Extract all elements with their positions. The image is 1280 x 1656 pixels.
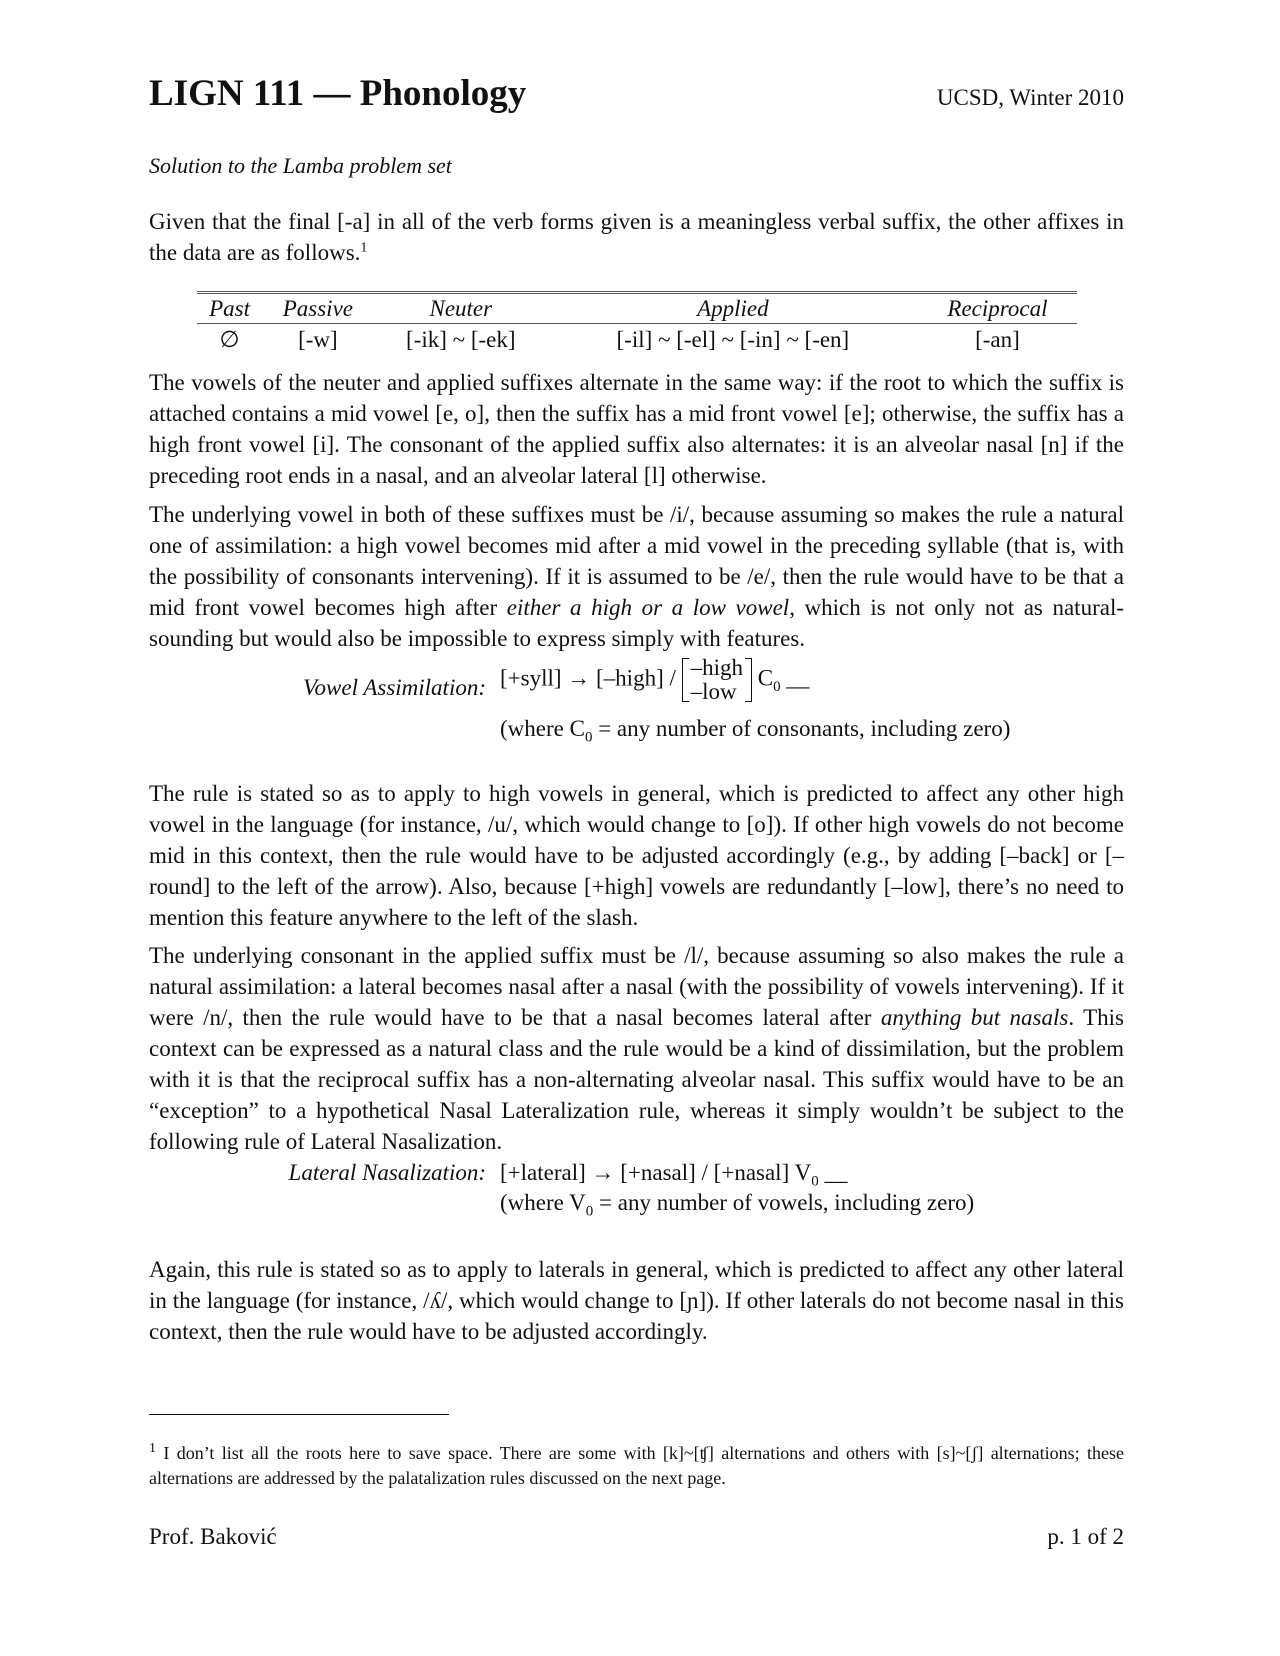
vowels-paragraph: The vowels of the neuter and applied suffixes alternate in the same way: if the root to which the suffix is attached contains a mid vowel [e, o], then the suffix has a mid front vowel [e]; otherwise, the suffix has a high front vowel [i]. The consonant of the applied suffix also alternates: it is an alveolar nasal [n] if the preceding root ends in a nasal, and an alveolar lateral [l] otherwise. bbox=[149, 370, 1124, 488]
underlying-vowel-text-1: The underlying vowel in both of these suffixes must be /i/, because assuming so makes the rule a natural one of assimilation: a high vowel becomes mid after a mid vowel in the preceding syllable (that is, with the possibility of consonants intervening). If it is assumed to be /e/, then the rule would have to be that a mid front vowel becomes high after bbox=[149, 502, 1124, 620]
course-title: LIGN 111 — Phonology bbox=[149, 73, 527, 114]
footnote-reference[interactable]: 1 bbox=[360, 240, 368, 256]
vowel-note-text-2: = any number of consonants, including zero) bbox=[592, 716, 1011, 741]
vowel-assimilation-rule bbox=[149, 655, 1124, 765]
value-reciprocal: [-an] bbox=[975, 327, 1020, 352]
affix-header-row bbox=[197, 293, 1077, 324]
intro-text: Given that the final [-a] in all of the verb forms given is a meaningless verbal suffix, the other affixes in the data are as follows. bbox=[149, 209, 1124, 265]
lateral-rule-blank: __ bbox=[818, 1160, 848, 1185]
intro-paragraph bbox=[149, 206, 1124, 268]
footnote-text: I don’t list all the roots here to save space. There are some with [k]~[ʧ] alternations and others with [s]~[ʃ] alternations; these alternations are addressed by the palatalization rules discussed on the next page. bbox=[149, 1443, 1124, 1488]
lateral-rule-formula bbox=[500, 1160, 847, 1191]
affix-table bbox=[197, 291, 1077, 356]
value-passive: [-w] bbox=[298, 327, 338, 352]
underlying-consonant-paragraph bbox=[149, 940, 1124, 1157]
value-neuter: [-ik] ~ [-ek] bbox=[406, 327, 516, 352]
underlying-vowel-paragraph bbox=[149, 499, 1124, 654]
vowel-rule-lhs: [+syll] → [–high] / bbox=[500, 665, 676, 691]
lateral-rule-sub: 0 bbox=[811, 1173, 819, 1190]
underlying-consonant-emphasis: anything but nasals bbox=[880, 1005, 1069, 1030]
header-passive: Passive bbox=[262, 293, 374, 324]
footnote-divider bbox=[149, 1414, 449, 1415]
header-reciprocal: Reciprocal bbox=[918, 293, 1077, 324]
vowel-note-sub: 0 bbox=[584, 729, 593, 746]
lateral-rule-label: Lateral Nasalization: bbox=[288, 1160, 486, 1185]
header-past: Past bbox=[197, 293, 262, 324]
lateral-rule-body: [+lateral] → [+nasal] / [+nasal] V bbox=[500, 1160, 812, 1185]
lateral-rule-note bbox=[500, 1190, 974, 1221]
laterals-paragraph: Again, this rule is stated so as to apply to laterals in general, which is predicted to affect any other lateral in the language (for instance, /ʎ/, which would change to [ɲ]). If other laterals do not become nasal in this context, then the rule would have to be adjusted accordingly. bbox=[149, 1257, 1124, 1344]
footnote bbox=[149, 1441, 1124, 1491]
feature-matrix bbox=[682, 656, 752, 704]
vowel-rule-context-sub: 0 bbox=[773, 678, 781, 695]
underlying-vowel-emphasis: either a high or a low vowel bbox=[506, 595, 790, 620]
page-header bbox=[149, 72, 1124, 122]
lateral-note-sub: 0 bbox=[585, 1203, 594, 1220]
term-label: UCSD, Winter 2010 bbox=[936, 85, 1124, 110]
vowel-rule-note bbox=[500, 716, 1010, 747]
header-neuter: Neuter bbox=[374, 293, 548, 324]
affix-value-row bbox=[197, 324, 1077, 357]
footnote-mark: 1 bbox=[149, 1441, 156, 1456]
header-applied: Applied bbox=[548, 293, 918, 324]
footer-author: Prof. Baković bbox=[149, 1524, 277, 1549]
vowel-note-text-1: (where C bbox=[500, 716, 585, 741]
underlying-consonant-text-2: . This context can be expressed as a natural class and the rule would be a kind of dissimilation, but the problem with it is that the reciprocal suffix has a non-alternating alveolar nasal. This suffix would have to be an “exception” to a hypothetical Nasal Lateralization rule, whereas it simply wouldn’t be subject to the following rule of Lateral Nasalization. bbox=[149, 1005, 1124, 1154]
underlying-vowel-text-2: , which is not only not as natural-sounding but would also be impossible to express simply with features. bbox=[149, 595, 1124, 651]
vowel-rule-context: C bbox=[757, 665, 774, 691]
vowel-rule-formula bbox=[500, 656, 809, 704]
lateral-note-text-2: = any number of vowels, including zero) bbox=[593, 1190, 975, 1215]
vowel-rule-label: Vowel Assimilation: bbox=[303, 675, 486, 700]
vowel-rule-blank: __ bbox=[786, 665, 810, 691]
footer-page-number: p. 1 of 2 bbox=[1047, 1524, 1124, 1549]
underlying-consonant-text-1: The underlying consonant in the applied suffix must be /l/, because assuming so also makes the rule a natural assimilation: a lateral becomes nasal after a nasal (with the possibility of vowels intervening). If it were /n/, then the rule would have to be that a nasal becomes lateral after bbox=[149, 943, 1124, 1030]
high-vowels-paragraph: The rule is stated so as to apply to high vowels in general, which is predicted to affect any other high vowel in the language (for instance, /u/, which would change to [o]). If other high vowels do not become mid in this context, then the rule would have to be adjusted accordingly (e.g., by adding [–back] or [–round] to the left of the arrow). Also, because [+high] vowels are redundantly [–low], there’s no need to mention this feature anywhere to the left of the slash. bbox=[149, 781, 1124, 930]
document-subtitle: Solution to the Lamba problem set bbox=[149, 153, 452, 178]
value-past: ∅ bbox=[219, 327, 240, 352]
value-applied: [-il] ~ [-el] ~ [-in] ~ [-en] bbox=[616, 327, 850, 352]
matrix-bottom: –low bbox=[690, 679, 737, 704]
lateral-note-text-1: (where V bbox=[500, 1190, 586, 1215]
lateral-nasalization-rule bbox=[149, 1160, 1124, 1230]
matrix-top: –high bbox=[690, 655, 744, 680]
